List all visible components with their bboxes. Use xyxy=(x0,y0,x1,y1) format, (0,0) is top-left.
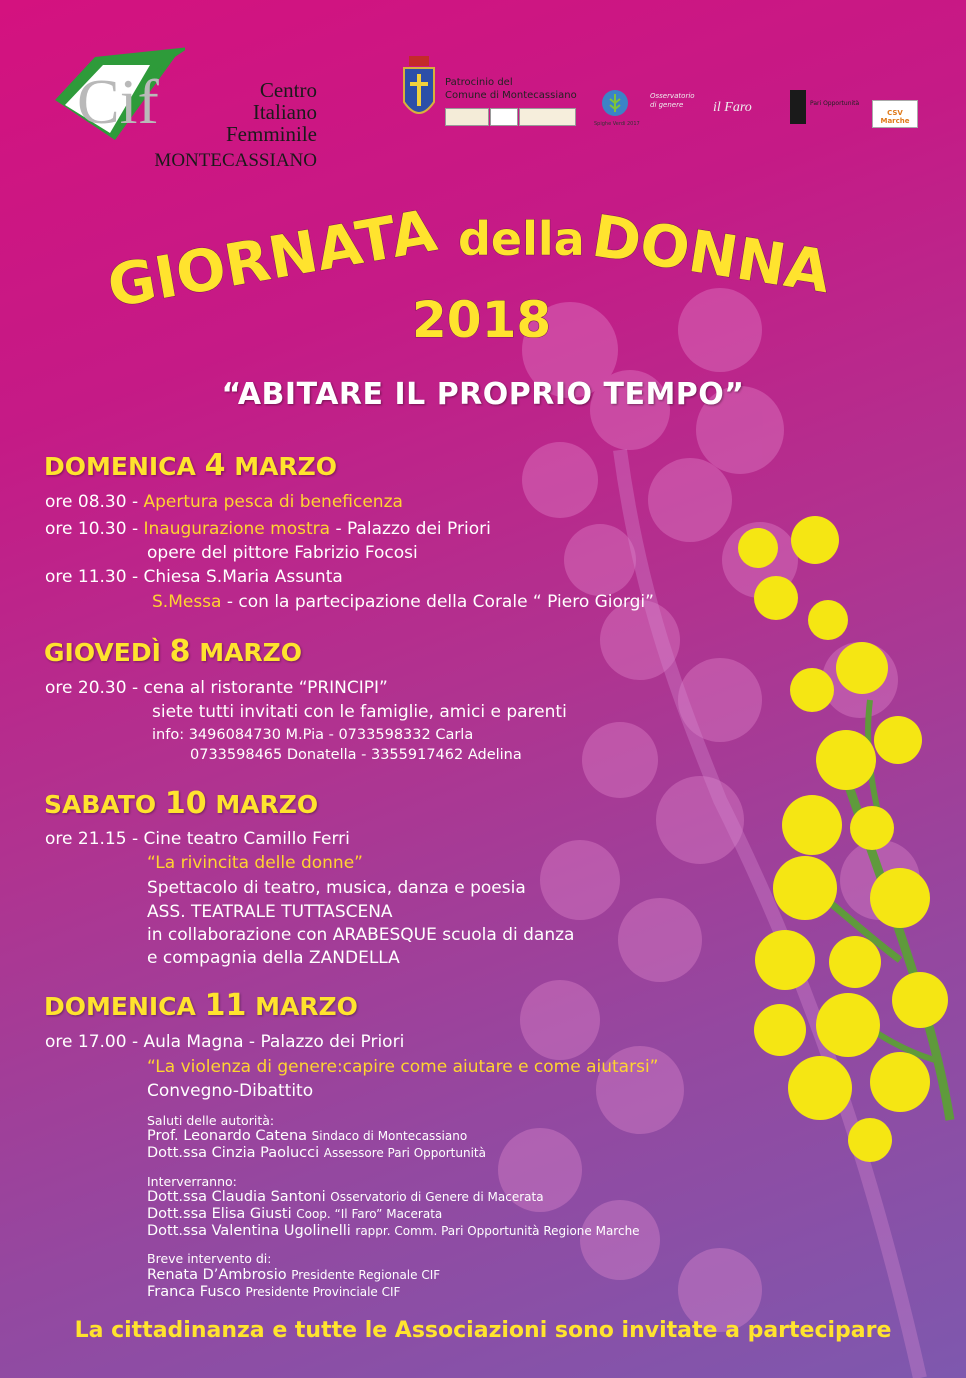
sponsor-badge-2 xyxy=(490,108,518,126)
interverranno-1-role: Osservatorio di Genere di Macerata xyxy=(330,1190,544,1204)
interverranno-3-role: rappr. Comm. Pari Opportunità Regione Marche xyxy=(355,1224,640,1238)
pari-opportunita-logo xyxy=(790,90,806,124)
subtitle: “ABITARE IL PROPRIO TEMPO” xyxy=(221,377,745,412)
event-3-line-5: in collaborazione con ARABESQUE scuola di danza xyxy=(147,925,575,945)
event-1-time-2: ore 10.30 - xyxy=(45,519,139,539)
event-4-line-3: Convegno-Dibattito xyxy=(147,1081,314,1101)
event-3-heading xyxy=(44,786,318,821)
event-3-line-2: “La rivincita delle donne” xyxy=(147,853,363,873)
event-1-line-4: ore 11.30 - Chiesa S.Maria Assunta xyxy=(45,567,343,587)
event-4-heading xyxy=(44,988,358,1023)
event-3-line-6: e compagnia della ZANDELLA xyxy=(147,948,400,968)
title-word-della: della xyxy=(458,212,585,266)
event-1-rest-2: - Palazzo dei Priori xyxy=(335,519,491,539)
il-faro-logo: il Faro xyxy=(713,100,752,115)
logo-line-3: Femminile xyxy=(226,122,317,146)
logo-city: MONTECASSIANO xyxy=(154,150,317,171)
interverranno-3 xyxy=(147,1223,640,1239)
cif-logo xyxy=(55,45,325,175)
cif-logo-letters: Cif xyxy=(77,66,159,137)
breve-1-role: Presidente Regionale CIF xyxy=(291,1268,441,1282)
event-4-line-2: “La violenza di genere:capire come aiutare e come aiutarsi” xyxy=(147,1057,659,1077)
interverranno-1-name: Dott.ssa Claudia Santoni xyxy=(147,1189,326,1205)
coat-of-arms-icon xyxy=(401,54,437,126)
event-2-day-word: GIOVEDÌ xyxy=(44,638,161,667)
saluti-2-name: Dott.ssa Cinzia Paolucci xyxy=(147,1145,320,1161)
patrocinio-line-2: Comune di Montecassiano xyxy=(445,90,577,101)
event-3-line-4: ASS. TEATRALE TUTTASCENA xyxy=(147,902,393,922)
event-1-day-number: 4 xyxy=(204,448,226,483)
cif-logo-text xyxy=(55,45,317,173)
event-1-line-1 xyxy=(45,492,403,512)
patrocinio-text xyxy=(445,76,577,102)
event-1-rest-5: - con la partecipazione della Corale “ Piero Giorgi” xyxy=(226,592,654,612)
event-4-day-word: DOMENICA xyxy=(44,992,196,1021)
saluti-2 xyxy=(147,1145,486,1161)
logo-line-2: Italiano xyxy=(252,100,317,124)
event-3-day-number: 10 xyxy=(164,786,207,821)
event-1-hl-5: S.Messa xyxy=(152,592,222,612)
saluti-2-role: Assessore Pari Opportunità xyxy=(323,1146,486,1160)
breve-2-role: Presidente Provinciale CIF xyxy=(245,1285,401,1299)
pari-opportunita-label: Pari Opportunità xyxy=(810,100,860,107)
event-1-line-2 xyxy=(45,519,491,539)
event-1-month: MARZO xyxy=(234,452,338,481)
event-1-time-1: ore 08.30 - xyxy=(45,492,139,512)
interverranno-1 xyxy=(147,1189,544,1205)
event-2-line-1: ore 20.30 - cena al ristorante “PRINCIPI” xyxy=(45,678,388,698)
breve-1-name: Renata D’Ambrosio xyxy=(147,1267,287,1283)
sponsor-label-1: Spighe Verdi 2017 xyxy=(594,121,640,127)
interverranno-3-name: Dott.ssa Valentina Ugolinelli xyxy=(147,1223,351,1239)
interverranno-2 xyxy=(147,1206,442,1222)
event-2-month: MARZO xyxy=(199,638,303,667)
event-4-day-number: 11 xyxy=(204,988,247,1023)
patrocinio-line-1: Patrocinio del xyxy=(445,77,513,88)
main-title xyxy=(0,195,966,355)
interverranno-2-name: Dott.ssa Elisa Giusti xyxy=(147,1206,292,1222)
event-3-day-word: SABATO xyxy=(44,790,157,819)
event-1-heading xyxy=(44,448,337,483)
event-1-day-word: DOMENICA xyxy=(44,452,196,481)
event-2-line-4: 0733598465 Donatella - 3355917462 Adelina xyxy=(190,747,522,763)
interverranno-2-role: Coop. “Il Faro” Macerata xyxy=(296,1207,443,1221)
event-2-day-number: 8 xyxy=(169,634,191,669)
sponsor-badge-3 xyxy=(519,108,576,126)
event-1-hl-1: Apertura pesca di beneficenza xyxy=(143,492,403,512)
saluti-1-name: Prof. Leonardo Catena xyxy=(147,1128,308,1144)
event-3-line-1: ore 21.15 - Cine teatro Camillo Ferri xyxy=(45,829,350,849)
osservatorio-logo: Osservatorio di genere xyxy=(650,92,695,109)
saluti-1-role: Sindaco di Montecassiano xyxy=(311,1129,468,1143)
logo-line-1: Centro xyxy=(259,78,317,102)
title-year: 2018 xyxy=(412,291,552,349)
breve-1 xyxy=(147,1267,440,1283)
saluti-1 xyxy=(147,1128,467,1144)
event-2-line-3: info: 3496084730 M.Pia - 0733598332 Carla xyxy=(152,727,474,743)
breve-2 xyxy=(147,1284,400,1300)
title-word-giornata: GIORNATA xyxy=(102,196,442,321)
spighe-verdi-icon xyxy=(600,88,630,118)
title-word-donna: DONNA xyxy=(587,201,835,307)
event-3-line-3: Spettacolo di teatro, musica, danza e poesia xyxy=(147,878,526,898)
event-4-month: MARZO xyxy=(255,992,358,1021)
sponsors-strip xyxy=(398,52,928,132)
event-2-heading xyxy=(44,634,302,669)
sponsor-badge-1 xyxy=(445,108,489,126)
saluti-heading: Saluti delle autorità: xyxy=(147,1113,275,1128)
breve-2-name: Franca Fusco xyxy=(147,1284,241,1300)
breve-heading: Breve intervento di: xyxy=(147,1251,272,1266)
footer-invitation: La cittadinanza e tutte le Associazioni sono invitate a partecipare xyxy=(74,1318,892,1343)
event-1-line-5 xyxy=(152,592,654,612)
event-2-line-2: siete tutti invitati con le famiglie, amici e parenti xyxy=(152,702,567,722)
event-3-month: MARZO xyxy=(215,790,319,819)
event-4-line-1: ore 17.00 - Aula Magna - Palazzo dei Priori xyxy=(45,1032,405,1052)
csv-marche-logo xyxy=(872,100,918,128)
event-1-line-3: opere del pittore Fabrizio Focosi xyxy=(147,543,418,563)
interverranno-heading: Interverranno: xyxy=(147,1174,237,1189)
csv-marche-label: CSV Marche xyxy=(880,109,910,125)
event-1-hl-2: Inaugurazione mostra xyxy=(143,519,331,539)
